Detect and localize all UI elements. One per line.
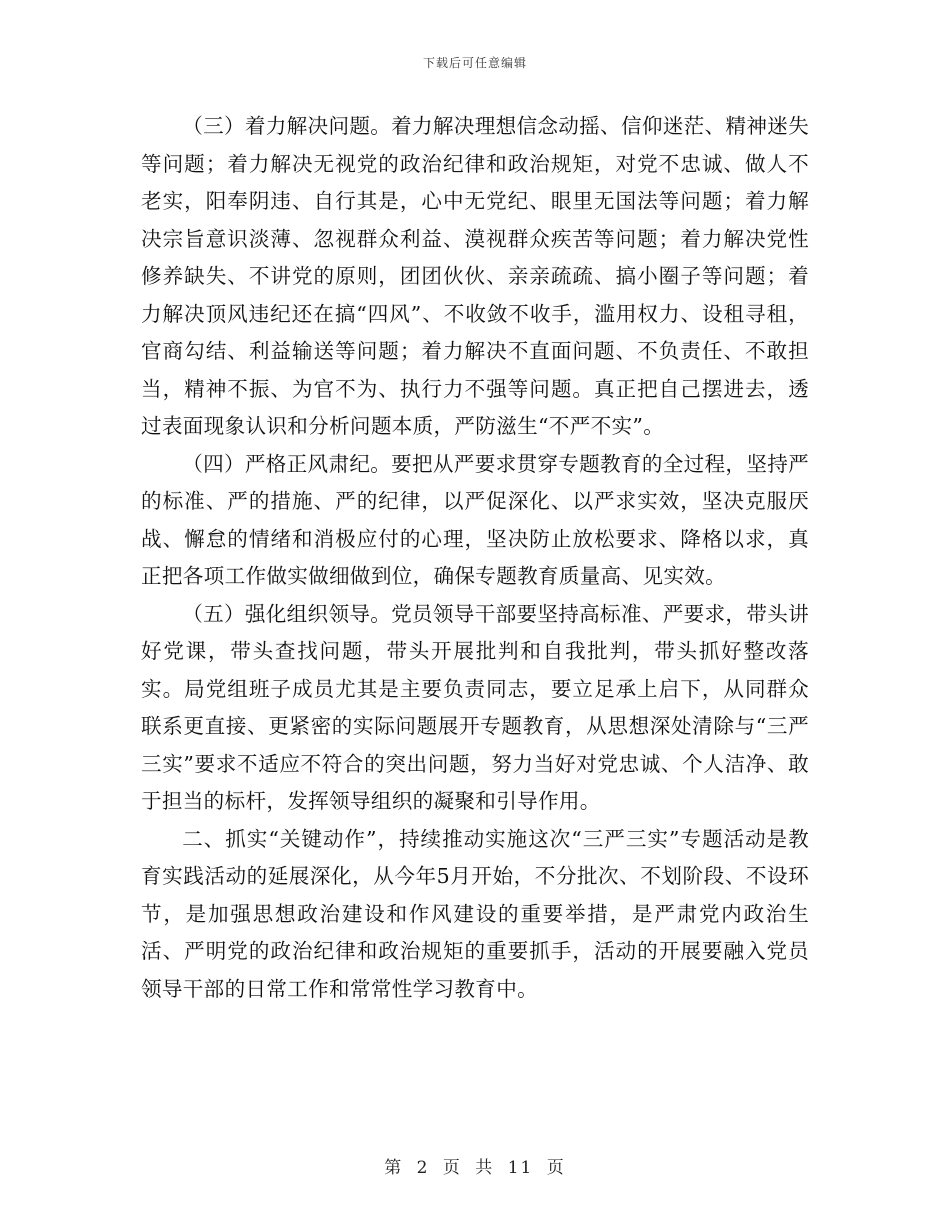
paragraph-leadership: （五）强化组织领导。党员领导干部要坚持高标准、严要求，带头讲好党课，带头查找问题，带头开展批判和自我批判，带头抓好整改落实。局党组班子成员尤其是主要负责同志，要立足承上启下，从同群众联系更直接、更紧密的实际问题展开专题教育，从思想深处清除与“三严三实”要求不适应不符合的突出问题，努力当好对党忠诚、个人洁净、敢于担当的标杆，发挥领导组织的凝聚和引导作用。 xyxy=(141,601,809,813)
page-header: 下载后可任意编辑 xyxy=(422,56,527,70)
page-footer: 第 2 页 共 11 页 xyxy=(384,1158,566,1178)
paragraph-key-actions: 二、抓实“关键动作”，持续推动实施这次“三严三实”专题活动是教育实践活动的延展深化，从今年5月开始，不分批次、不划阶段、不设环节，是加强思想政治建设和作风建设的重要举措，是严肃党内政治生活、严明党的政治纪律和政治规矩的重要抓手，活动的开展要融入党员领导干部的日常工作和常常性学习教育中。 xyxy=(141,826,809,1001)
paragraph-problem-solving: （三）着力解决问题。着力解决理想信念动摇、信仰迷茫、精神迷失等问题；着力解决无视党的政治纪律和政治规矩，对党不忠诚、做人不老实，阳奉阴违、自行其是，心中无党纪、眼里无国法等问题；着力解决宗旨意识淡薄、忽视群众利益、漠视群众疾苦等问题；着力解决党性修养缺失、不讲党的原则，团团伙伙、亲亲疏疏、搞小圈子等问题；着力解决顶风违纪还在搞“四风”、不收敛不收手，滥用权力、设租寻租，官商勾结、利益输送等问题；着力解决不直面问题、不负责任、不敢担当，精神不振、为官不为、执行力不强等问题。真正把自己摆进去，透过表面现象认识和分析问题本质，严防滋生“不严不实”。 xyxy=(141,114,809,438)
document-body xyxy=(141,108,809,1008)
paragraph-discipline: （四）严格正风肃纪。要把从严要求贯穿专题教育的全过程，坚持严的标准、严的措施、严的纪律，以严促深化、以严求实效，坚决克服厌战、懈怠的情绪和消极应付的心理，坚决防止放松要求、降格以求，真正把各项工作做实做细做到位，确保专题教育质量高、见实效。 xyxy=(141,451,809,588)
